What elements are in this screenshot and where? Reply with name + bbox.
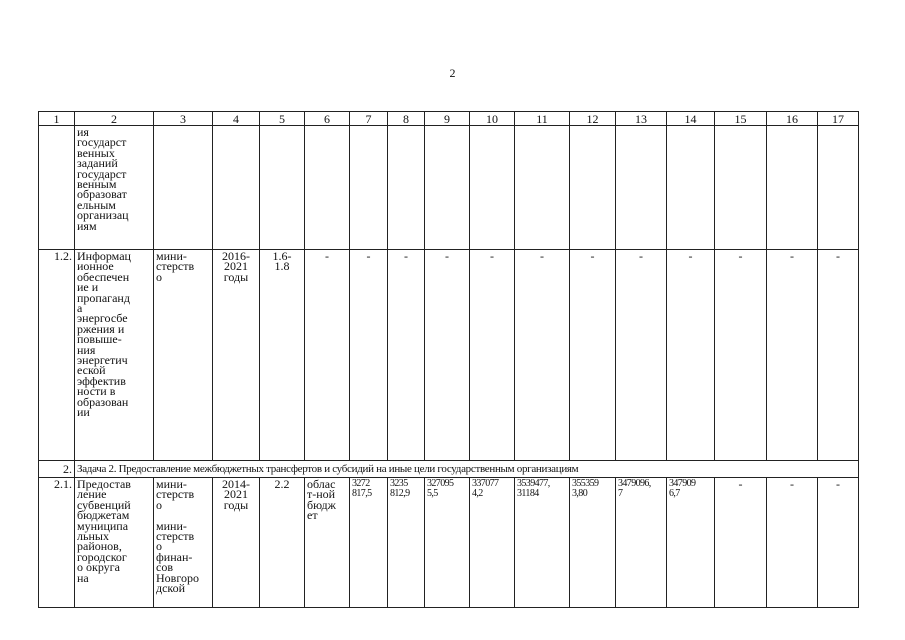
col-header: 4 bbox=[213, 112, 260, 126]
cell-target: 1.6- 1.8 bbox=[260, 250, 305, 461]
cell-executor: мини- стерств о мини- стерств о финан- сов Новгоро дской bbox=[154, 478, 213, 608]
task-heading: Задача 2. Предоставление межбюджетных трансфертов и субсидий на иные цели государственным организациям bbox=[75, 461, 859, 478]
cell-dash: - bbox=[767, 250, 818, 461]
cell-value: 337077 4,2 bbox=[470, 478, 515, 608]
col-header: 3 bbox=[154, 112, 213, 126]
program-table bbox=[38, 111, 859, 608]
cell-empty bbox=[515, 126, 570, 250]
cell-empty bbox=[260, 126, 305, 250]
cell-dash: - bbox=[767, 478, 818, 608]
col-header: 10 bbox=[470, 112, 515, 126]
cell-empty bbox=[715, 126, 767, 250]
cell-value: 3479096, 7 bbox=[616, 478, 667, 608]
col-header: 7 bbox=[350, 112, 388, 126]
cell-value: 3539477, 31184 bbox=[515, 478, 570, 608]
cell-dash: - bbox=[388, 250, 425, 461]
cell-period: 2014- 2021 годы bbox=[213, 478, 260, 608]
cell-empty bbox=[305, 126, 350, 250]
cell-executor: мини- стерств о bbox=[154, 250, 213, 461]
col-header: 6 bbox=[305, 112, 350, 126]
cell-value: 3272 817,5 bbox=[350, 478, 388, 608]
col-header: 13 bbox=[616, 112, 667, 126]
cell-empty bbox=[818, 126, 859, 250]
cell-value: 355359 3,80 bbox=[570, 478, 616, 608]
cell-empty bbox=[616, 126, 667, 250]
cell-num: 1.2. bbox=[39, 250, 75, 461]
cell-source: облас т-ной бюдж ет bbox=[305, 478, 350, 608]
cell-empty bbox=[388, 126, 425, 250]
cell-dash: - bbox=[305, 250, 350, 461]
cell-value: 327095 5,5 bbox=[425, 478, 470, 608]
cell-empty bbox=[154, 126, 213, 250]
cell-name: Информац ионное обеспечен ие и пропаганд а энергосбе ржения и повыше- ния энергетич еской эффектив ности в образован ии bbox=[75, 250, 154, 461]
col-header: 9 bbox=[425, 112, 470, 126]
col-header: 11 bbox=[515, 112, 570, 126]
cell-empty bbox=[350, 126, 388, 250]
cell-period: 2016- 2021 годы bbox=[213, 250, 260, 461]
table-row-continued bbox=[39, 126, 859, 250]
cell-value: 347909 6,7 bbox=[667, 478, 715, 608]
cell-value: 3235 812,9 bbox=[388, 478, 425, 608]
cell-empty bbox=[767, 126, 818, 250]
cell-empty bbox=[667, 126, 715, 250]
cell-num: 2.1. bbox=[39, 478, 75, 608]
col-header: 14 bbox=[667, 112, 715, 126]
cell-dash: - bbox=[570, 250, 616, 461]
cell-dash: - bbox=[616, 250, 667, 461]
col-header: 16 bbox=[767, 112, 818, 126]
cell-empty bbox=[470, 126, 515, 250]
col-header: 12 bbox=[570, 112, 616, 126]
cell-dash: - bbox=[818, 478, 859, 608]
cell-dash: - bbox=[667, 250, 715, 461]
table-row-2-1 bbox=[39, 478, 859, 608]
column-number-row bbox=[39, 112, 859, 126]
cell-dash: - bbox=[350, 250, 388, 461]
cell-dash: - bbox=[715, 250, 767, 461]
col-header: 1 bbox=[39, 112, 75, 126]
cell-dash: - bbox=[515, 250, 570, 461]
cell-dash: - bbox=[818, 250, 859, 461]
cell-target: 2.2 bbox=[260, 478, 305, 608]
cell-num bbox=[39, 126, 75, 250]
cell-name: Предостав ление субвенций бюджетам муниципа льных районов, городског о округа на bbox=[75, 478, 154, 608]
col-header: 5 bbox=[260, 112, 305, 126]
col-header: 15 bbox=[715, 112, 767, 126]
col-header: 8 bbox=[388, 112, 425, 126]
cell-empty bbox=[425, 126, 470, 250]
col-header: 2 bbox=[75, 112, 154, 126]
cell-name: ия государст венных заданий государст венным образоват ельным организац иям bbox=[75, 126, 154, 250]
cell-empty bbox=[213, 126, 260, 250]
page-number: 2 bbox=[449, 66, 456, 80]
table-row-1-2 bbox=[39, 250, 859, 461]
cell-dash: - bbox=[425, 250, 470, 461]
cell-empty bbox=[570, 126, 616, 250]
table-row-task-2 bbox=[39, 461, 859, 478]
cell-dash: - bbox=[715, 478, 767, 608]
cell-dash: - bbox=[470, 250, 515, 461]
cell-num: 2. bbox=[39, 461, 75, 478]
col-header: 17 bbox=[818, 112, 859, 126]
